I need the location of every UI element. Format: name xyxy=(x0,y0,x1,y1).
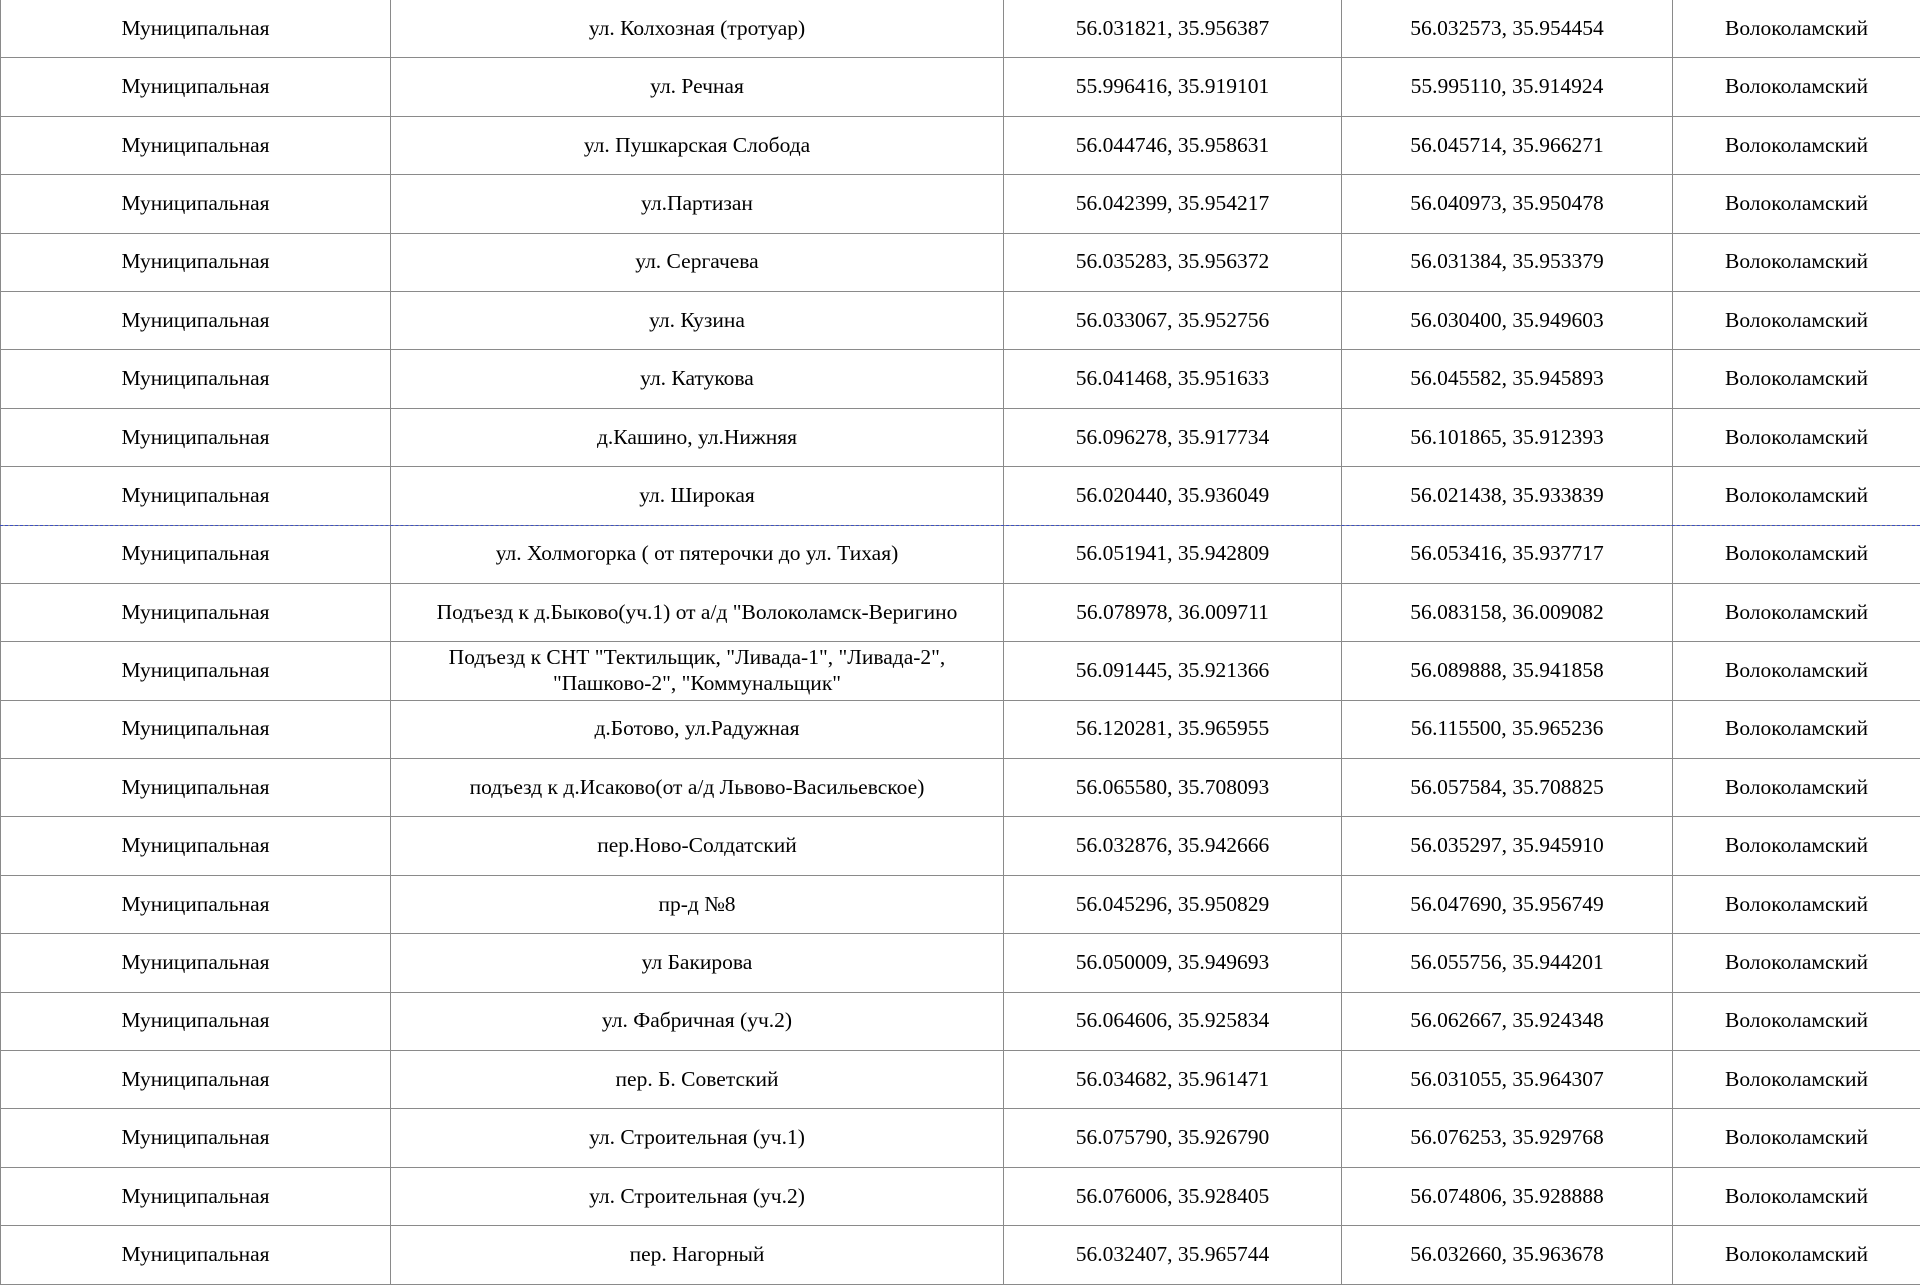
ownership-cell: Муниципальная xyxy=(1,525,391,583)
start-coordinates-cell: 56.078978, 36.009711 xyxy=(1004,583,1342,641)
start-coordinates-cell: 56.020440, 35.936049 xyxy=(1004,467,1342,525)
table-row xyxy=(1,291,1920,349)
road-name-cell: пер.Ново-Солдатский xyxy=(391,817,1004,875)
ownership-cell: Муниципальная xyxy=(1,817,391,875)
table-row xyxy=(1,700,1920,758)
district-cell: Волоколамский xyxy=(1673,642,1920,700)
ownership-cell: Муниципальная xyxy=(1,992,391,1050)
table-row xyxy=(1,1109,1920,1167)
ownership-cell: Муниципальная xyxy=(1,350,391,408)
road-name-cell: подъезд к д.Исаково(от а/д Львово-Васильевское) xyxy=(391,759,1004,817)
road-name-cell: д.Ботово, ул.Радужная xyxy=(391,700,1004,758)
road-name-cell: ул. Сергачева xyxy=(391,233,1004,291)
road-name-cell: ул. Фабричная (уч.2) xyxy=(391,992,1004,1050)
road-name-cell: ул. Холмогорка ( от пятерочки до ул. Тихая) xyxy=(391,525,1004,583)
end-coordinates-cell: 55.995110, 35.914924 xyxy=(1342,58,1673,116)
end-coordinates-cell: 56.032573, 35.954454 xyxy=(1342,0,1673,58)
table-row xyxy=(1,233,1920,291)
district-cell: Волоколамский xyxy=(1673,175,1920,233)
end-coordinates-cell: 56.115500, 35.965236 xyxy=(1342,700,1673,758)
start-coordinates-cell: 56.120281, 35.965955 xyxy=(1004,700,1342,758)
district-cell: Волоколамский xyxy=(1673,291,1920,349)
start-coordinates-cell: 56.064606, 35.925834 xyxy=(1004,992,1342,1050)
table-row xyxy=(1,58,1920,116)
district-cell: Волоколамский xyxy=(1673,525,1920,583)
end-coordinates-cell: 56.062667, 35.924348 xyxy=(1342,992,1673,1050)
start-coordinates-cell: 56.031821, 35.956387 xyxy=(1004,0,1342,58)
ownership-cell: Муниципальная xyxy=(1,583,391,641)
district-cell: Волоколамский xyxy=(1673,700,1920,758)
start-coordinates-cell: 56.075790, 35.926790 xyxy=(1004,1109,1342,1167)
road-name-cell: ул. Строительная (уч.1) xyxy=(391,1109,1004,1167)
end-coordinates-cell: 56.074806, 35.928888 xyxy=(1342,1167,1673,1225)
district-cell: Волоколамский xyxy=(1673,1226,1920,1284)
end-coordinates-cell: 56.032660, 35.963678 xyxy=(1342,1226,1673,1284)
road-name-cell: пер. Нагорный xyxy=(391,1226,1004,1284)
end-coordinates-cell: 56.021438, 35.933839 xyxy=(1342,467,1673,525)
start-coordinates-cell: 56.035283, 35.956372 xyxy=(1004,233,1342,291)
end-coordinates-cell: 56.030400, 35.949603 xyxy=(1342,291,1673,349)
table-row xyxy=(1,408,1920,466)
ownership-cell: Муниципальная xyxy=(1,759,391,817)
end-coordinates-cell: 56.101865, 35.912393 xyxy=(1342,408,1673,466)
ownership-cell: Муниципальная xyxy=(1,467,391,525)
road-name-cell: Подъезд к СНТ "Тектильщик, "Ливада-1", "Ливада-2", "Пашково-2", "Коммунальщик" xyxy=(391,642,1004,700)
table-row xyxy=(1,642,1920,700)
end-coordinates-cell: 56.035297, 35.945910 xyxy=(1342,817,1673,875)
district-cell: Волоколамский xyxy=(1673,1109,1920,1167)
ownership-cell: Муниципальная xyxy=(1,0,391,58)
table-row xyxy=(1,817,1920,875)
ownership-cell: Муниципальная xyxy=(1,642,391,700)
end-coordinates-cell: 56.057584, 35.708825 xyxy=(1342,759,1673,817)
road-name-cell: ул. Кузина xyxy=(391,291,1004,349)
district-cell: Волоколамский xyxy=(1673,583,1920,641)
district-cell: Волоколамский xyxy=(1673,817,1920,875)
table-row xyxy=(1,350,1920,408)
table-row xyxy=(1,1051,1920,1109)
end-coordinates-cell: 56.045714, 35.966271 xyxy=(1342,116,1673,174)
district-cell: Волоколамский xyxy=(1673,116,1920,174)
start-coordinates-cell: 56.050009, 35.949693 xyxy=(1004,934,1342,992)
end-coordinates-cell: 56.047690, 35.956749 xyxy=(1342,875,1673,933)
table-row xyxy=(1,992,1920,1050)
start-coordinates-cell: 56.091445, 35.921366 xyxy=(1004,642,1342,700)
road-name-cell: ул. Пушкарская Слобода xyxy=(391,116,1004,174)
district-cell: Волоколамский xyxy=(1673,1051,1920,1109)
start-coordinates-cell: 56.051941, 35.942809 xyxy=(1004,525,1342,583)
table-row xyxy=(1,759,1920,817)
end-coordinates-cell: 56.040973, 35.950478 xyxy=(1342,175,1673,233)
table-row xyxy=(1,1167,1920,1225)
district-cell: Волоколамский xyxy=(1673,759,1920,817)
start-coordinates-cell: 56.096278, 35.917734 xyxy=(1004,408,1342,466)
start-coordinates-cell: 56.032407, 35.965744 xyxy=(1004,1226,1342,1284)
start-coordinates-cell: 56.042399, 35.954217 xyxy=(1004,175,1342,233)
end-coordinates-cell: 56.076253, 35.929768 xyxy=(1342,1109,1673,1167)
roads-table-body xyxy=(1,0,1920,1284)
road-name-cell: Подъезд к д.Быково(уч.1) от а/д "Волоколамск-Веригино xyxy=(391,583,1004,641)
start-coordinates-cell: 56.033067, 35.952756 xyxy=(1004,291,1342,349)
start-coordinates-cell: 56.034682, 35.961471 xyxy=(1004,1051,1342,1109)
start-coordinates-cell: 56.041468, 35.951633 xyxy=(1004,350,1342,408)
road-name-cell: ул. Строительная (уч.2) xyxy=(391,1167,1004,1225)
ownership-cell: Муниципальная xyxy=(1,1109,391,1167)
ownership-cell: Муниципальная xyxy=(1,116,391,174)
district-cell: Волоколамский xyxy=(1673,467,1920,525)
ownership-cell: Муниципальная xyxy=(1,58,391,116)
end-coordinates-cell: 56.045582, 35.945893 xyxy=(1342,350,1673,408)
table-row xyxy=(1,175,1920,233)
table-row xyxy=(1,116,1920,174)
road-name-cell: пр-д №8 xyxy=(391,875,1004,933)
ownership-cell: Муниципальная xyxy=(1,934,391,992)
road-name-cell: д.Кашино, ул.Нижняя xyxy=(391,408,1004,466)
ownership-cell: Муниципальная xyxy=(1,408,391,466)
table-row xyxy=(1,875,1920,933)
ownership-cell: Муниципальная xyxy=(1,1051,391,1109)
table-row xyxy=(1,1226,1920,1284)
table-row xyxy=(1,934,1920,992)
table-row xyxy=(1,467,1920,525)
end-coordinates-cell: 56.053416, 35.937717 xyxy=(1342,525,1673,583)
table-row xyxy=(1,0,1920,58)
district-cell: Волоколамский xyxy=(1673,350,1920,408)
ownership-cell: Муниципальная xyxy=(1,175,391,233)
ownership-cell: Муниципальная xyxy=(1,233,391,291)
road-name-cell: ул. Катукова xyxy=(391,350,1004,408)
end-coordinates-cell: 56.089888, 35.941858 xyxy=(1342,642,1673,700)
start-coordinates-cell: 56.032876, 35.942666 xyxy=(1004,817,1342,875)
start-coordinates-cell: 56.065580, 35.708093 xyxy=(1004,759,1342,817)
ownership-cell: Муниципальная xyxy=(1,875,391,933)
road-name-cell: пер. Б. Советский xyxy=(391,1051,1004,1109)
ownership-cell: Муниципальная xyxy=(1,700,391,758)
end-coordinates-cell: 56.055756, 35.944201 xyxy=(1342,934,1673,992)
district-cell: Волоколамский xyxy=(1673,992,1920,1050)
table-row xyxy=(1,583,1920,641)
start-coordinates-cell: 55.996416, 35.919101 xyxy=(1004,58,1342,116)
start-coordinates-cell: 56.044746, 35.958631 xyxy=(1004,116,1342,174)
district-cell: Волоколамский xyxy=(1673,408,1920,466)
district-cell: Волоколамский xyxy=(1673,233,1920,291)
road-name-cell: ул. Колхозная (тротуар) xyxy=(391,0,1004,58)
end-coordinates-cell: 56.031055, 35.964307 xyxy=(1342,1051,1673,1109)
road-name-cell: ул. Речная xyxy=(391,58,1004,116)
end-coordinates-cell: 56.031384, 35.953379 xyxy=(1342,233,1673,291)
table-row xyxy=(1,525,1920,583)
road-name-cell: ул Бакирова xyxy=(391,934,1004,992)
district-cell: Волоколамский xyxy=(1673,0,1920,58)
district-cell: Волоколамский xyxy=(1673,58,1920,116)
road-name-cell: ул. Широкая xyxy=(391,467,1004,525)
start-coordinates-cell: 56.076006, 35.928405 xyxy=(1004,1167,1342,1225)
ownership-cell: Муниципальная xyxy=(1,1226,391,1284)
end-coordinates-cell: 56.083158, 36.009082 xyxy=(1342,583,1673,641)
road-name-cell: ул.Партизан xyxy=(391,175,1004,233)
ownership-cell: Муниципальная xyxy=(1,291,391,349)
start-coordinates-cell: 56.045296, 35.950829 xyxy=(1004,875,1342,933)
ownership-cell: Муниципальная xyxy=(1,1167,391,1225)
district-cell: Волоколамский xyxy=(1673,934,1920,992)
district-cell: Волоколамский xyxy=(1673,875,1920,933)
district-cell: Волоколамский xyxy=(1673,1167,1920,1225)
